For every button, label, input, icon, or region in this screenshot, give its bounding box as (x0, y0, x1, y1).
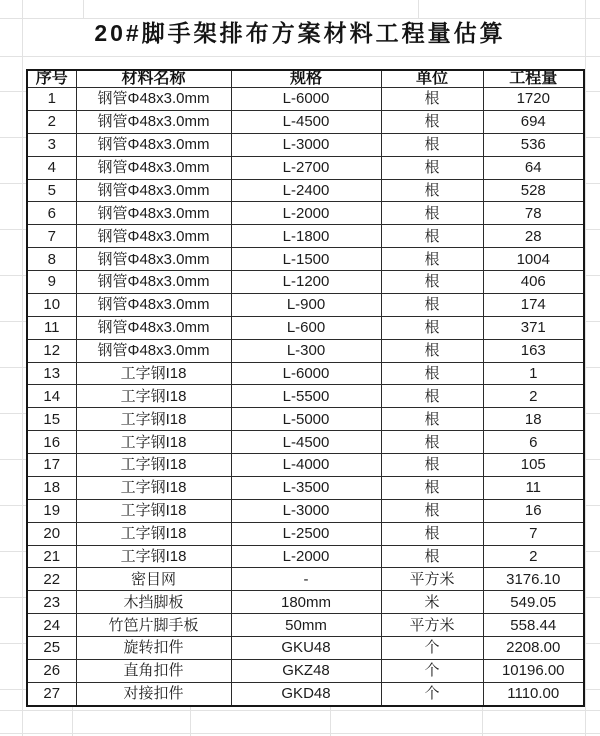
cell-material-name[interactable]: 钢管Φ48x3.0mm (76, 133, 231, 156)
cell-seq[interactable]: 22 (27, 568, 76, 591)
header-cell-spec[interactable]: 规格 (231, 70, 381, 88)
cell-seq[interactable]: 25 (27, 637, 76, 660)
gridline (583, 367, 600, 368)
cell-material-name[interactable]: 工字钢I18 (76, 522, 231, 545)
cell-quantity[interactable]: 2 (483, 545, 584, 568)
cell-seq[interactable]: 6 (27, 202, 76, 225)
gridline (583, 91, 600, 92)
cell-spec[interactable]: L-3000 (231, 133, 381, 156)
gridline (583, 413, 600, 414)
cell-seq[interactable]: 8 (27, 248, 76, 271)
gridline (0, 551, 26, 552)
gridline (583, 229, 600, 230)
cell-spec[interactable]: L-2000 (231, 545, 381, 568)
cell-unit[interactable]: 根 (381, 248, 483, 271)
cell-quantity[interactable]: 78 (483, 202, 584, 225)
cell-material-name[interactable]: 工字钢I18 (76, 408, 231, 431)
cell-spec[interactable]: - (231, 568, 381, 591)
gridline (0, 229, 26, 230)
cell-material-name[interactable]: 工字钢I18 (76, 362, 231, 385)
cell-quantity[interactable]: 371 (483, 316, 584, 339)
cell-quantity[interactable]: 64 (483, 156, 584, 179)
table-row (27, 362, 584, 385)
cell-material-name[interactable]: 竹笆片脚手板 (76, 614, 231, 637)
cell-quantity[interactable]: 2 (483, 385, 584, 408)
gridline (482, 707, 483, 736)
table-row (27, 568, 584, 591)
gridline (583, 643, 600, 644)
cell-material-name[interactable]: 钢管Φ48x3.0mm (76, 316, 231, 339)
cell-unit[interactable]: 根 (381, 454, 483, 477)
cell-quantity[interactable]: 1 (483, 362, 584, 385)
cell-spec[interactable]: L-3500 (231, 476, 381, 499)
gridline (585, 0, 586, 736)
gridline (0, 597, 26, 598)
cell-quantity[interactable]: 11 (483, 476, 584, 499)
gridline (583, 275, 600, 276)
cell-material-name[interactable]: 对接扣件 (76, 682, 231, 706)
cell-unit[interactable]: 根 (381, 293, 483, 316)
gridline (0, 689, 26, 690)
gridline (0, 643, 26, 644)
cell-quantity[interactable]: 6 (483, 431, 584, 454)
cell-seq[interactable]: 17 (27, 454, 76, 477)
cell-unit[interactable]: 个 (381, 682, 483, 706)
cell-material-name[interactable]: 工字钢I18 (76, 385, 231, 408)
cell-material-name[interactable]: 钢管Φ48x3.0mm (76, 293, 231, 316)
cell-material-name[interactable]: 钢管Φ48x3.0mm (76, 248, 231, 271)
cell-seq[interactable]: 24 (27, 614, 76, 637)
cell-spec[interactable]: L-5500 (231, 385, 381, 408)
gridline (0, 505, 26, 506)
cell-material-name[interactable]: 钢管Φ48x3.0mm (76, 88, 231, 111)
cell-unit[interactable]: 根 (381, 110, 483, 133)
table-row (27, 156, 584, 179)
sheet-title: 20#脚手架排布方案材料工程量估算 (94, 20, 506, 46)
cell-quantity[interactable]: 28 (483, 225, 584, 248)
cell-quantity[interactable]: 406 (483, 271, 584, 294)
table-row (27, 110, 584, 133)
cell-spec[interactable]: L-600 (231, 316, 381, 339)
gridline (583, 505, 600, 506)
cell-quantity[interactable]: 1720 (483, 88, 584, 111)
cell-quantity[interactable]: 3176.10 (483, 568, 584, 591)
table-row (27, 659, 584, 682)
cell-material-name[interactable]: 旋转扣件 (76, 637, 231, 660)
table-row (27, 179, 584, 202)
cell-quantity[interactable]: 163 (483, 339, 584, 362)
cell-unit[interactable]: 根 (381, 202, 483, 225)
gridline (583, 137, 600, 138)
cell-unit[interactable]: 根 (381, 431, 483, 454)
cell-seq[interactable]: 2 (27, 110, 76, 133)
table-row (27, 88, 584, 111)
cell-seq[interactable]: 27 (27, 682, 76, 706)
cell-spec[interactable]: L-1800 (231, 225, 381, 248)
cell-unit[interactable]: 根 (381, 362, 483, 385)
cell-material-name[interactable]: 钢管Φ48x3.0mm (76, 202, 231, 225)
cell-seq[interactable]: 13 (27, 362, 76, 385)
gridline (190, 707, 191, 736)
cell-unit[interactable]: 根 (381, 88, 483, 111)
cell-seq[interactable]: 26 (27, 659, 76, 682)
cell-seq[interactable]: 7 (27, 225, 76, 248)
cell-material-name[interactable]: 钢管Φ48x3.0mm (76, 179, 231, 202)
cell-unit[interactable]: 个 (381, 659, 483, 682)
cell-quantity[interactable]: 174 (483, 293, 584, 316)
table-row (27, 408, 584, 431)
gridline (0, 367, 26, 368)
table-body (27, 88, 584, 707)
materials-table (26, 69, 585, 707)
table-row (27, 476, 584, 499)
header-row (27, 70, 584, 88)
header-cell-name[interactable]: 材料名称 (76, 70, 231, 88)
cell-seq[interactable]: 4 (27, 156, 76, 179)
gridline (0, 56, 600, 57)
gridline (583, 597, 600, 598)
cell-unit[interactable]: 根 (381, 385, 483, 408)
cell-material-name[interactable]: 钢管Φ48x3.0mm (76, 110, 231, 133)
table-row (27, 293, 584, 316)
table-row (27, 637, 584, 660)
cell-quantity[interactable]: 10196.00 (483, 659, 584, 682)
table-row (27, 545, 584, 568)
cell-material-name[interactable]: 钢管Φ48x3.0mm (76, 271, 231, 294)
table-row (27, 682, 584, 706)
cell-unit[interactable]: 根 (381, 225, 483, 248)
cell-seq[interactable]: 10 (27, 293, 76, 316)
table-row (27, 522, 584, 545)
cell-spec[interactable]: L-2500 (231, 522, 381, 545)
cell-spec[interactable]: L-1200 (231, 271, 381, 294)
table-row (27, 316, 584, 339)
header-cell-qty[interactable]: 工程量 (483, 70, 584, 88)
cell-unit[interactable]: 根 (381, 133, 483, 156)
cell-quantity[interactable]: 1110.00 (483, 682, 584, 706)
cell-spec[interactable]: L-2000 (231, 202, 381, 225)
cell-spec[interactable]: L-4500 (231, 110, 381, 133)
cell-material-name[interactable]: 钢管Φ48x3.0mm (76, 156, 231, 179)
cell-quantity[interactable]: 105 (483, 454, 584, 477)
cell-seq[interactable]: 12 (27, 339, 76, 362)
cell-material-name[interactable]: 工字钢I18 (76, 476, 231, 499)
gridline (583, 459, 600, 460)
cell-quantity[interactable]: 694 (483, 110, 584, 133)
cell-unit[interactable]: 根 (381, 499, 483, 522)
table-row (27, 339, 584, 362)
cell-unit[interactable]: 根 (381, 316, 483, 339)
cell-seq[interactable]: 1 (27, 88, 76, 111)
cell-material-name[interactable]: 工字钢I18 (76, 499, 231, 522)
table-row (27, 591, 584, 614)
cell-spec[interactable]: 50mm (231, 614, 381, 637)
cell-quantity[interactable]: 16 (483, 499, 584, 522)
gridline (72, 707, 73, 736)
cell-seq[interactable]: 11 (27, 316, 76, 339)
gridline (583, 183, 600, 184)
cell-seq[interactable]: 9 (27, 271, 76, 294)
gridline (0, 710, 600, 711)
cell-quantity[interactable]: 558.44 (483, 614, 584, 637)
cell-unit[interactable]: 根 (381, 179, 483, 202)
cell-quantity[interactable]: 18 (483, 408, 584, 431)
cell-spec[interactable]: L-4500 (231, 431, 381, 454)
cell-seq[interactable]: 18 (27, 476, 76, 499)
cell-material-name[interactable]: 钢管Φ48x3.0mm (76, 225, 231, 248)
cell-spec[interactable]: GKU48 (231, 637, 381, 660)
gridline (583, 321, 600, 322)
cell-unit[interactable]: 根 (381, 476, 483, 499)
table-row (27, 454, 584, 477)
cell-spec[interactable]: GKZ48 (231, 659, 381, 682)
cell-unit[interactable]: 根 (381, 522, 483, 545)
cell-unit[interactable]: 根 (381, 271, 483, 294)
table-row (27, 499, 584, 522)
cell-seq[interactable]: 21 (27, 545, 76, 568)
cell-material-name[interactable]: 木挡脚板 (76, 591, 231, 614)
cell-material-name[interactable]: 密目网 (76, 568, 231, 591)
cell-unit[interactable]: 个 (381, 637, 483, 660)
table-row (27, 133, 584, 156)
gridline (0, 733, 600, 734)
cell-seq[interactable]: 15 (27, 408, 76, 431)
header-cell-seq[interactable]: 序号 (27, 70, 76, 88)
header-cell-unit[interactable]: 单位 (381, 70, 483, 88)
cell-unit[interactable]: 根 (381, 339, 483, 362)
cell-seq[interactable]: 3 (27, 133, 76, 156)
gridline (0, 91, 26, 92)
cell-spec[interactable]: L-1500 (231, 248, 381, 271)
table-row (27, 614, 584, 637)
cell-unit[interactable]: 根 (381, 156, 483, 179)
cell-spec[interactable]: L-6000 (231, 88, 381, 111)
cell-unit[interactable]: 根 (381, 545, 483, 568)
cell-unit[interactable]: 平方米 (381, 568, 483, 591)
cell-quantity[interactable]: 536 (483, 133, 584, 156)
cell-spec[interactable]: L-3000 (231, 499, 381, 522)
cell-spec[interactable]: L-6000 (231, 362, 381, 385)
cell-spec[interactable]: L-2700 (231, 156, 381, 179)
cell-seq[interactable]: 20 (27, 522, 76, 545)
cell-spec[interactable]: GKD48 (231, 682, 381, 706)
table-row (27, 431, 584, 454)
cell-spec[interactable]: L-300 (231, 339, 381, 362)
table-row (27, 248, 584, 271)
gridline (22, 0, 23, 736)
table-row (27, 225, 584, 248)
table-row (27, 271, 584, 294)
cell-spec[interactable]: L-4000 (231, 454, 381, 477)
cell-quantity[interactable]: 2208.00 (483, 637, 584, 660)
gridline (0, 321, 26, 322)
cell-seq[interactable]: 5 (27, 179, 76, 202)
cell-spec[interactable]: L-900 (231, 293, 381, 316)
cell-material-name[interactable]: 钢管Φ48x3.0mm (76, 339, 231, 362)
cell-seq[interactable]: 23 (27, 591, 76, 614)
cell-unit[interactable]: 根 (381, 408, 483, 431)
gridline (0, 413, 26, 414)
cell-unit[interactable]: 米 (381, 591, 483, 614)
gridline (0, 183, 26, 184)
cell-seq[interactable]: 16 (27, 431, 76, 454)
gridline (0, 275, 26, 276)
cell-material-name[interactable]: 直角扣件 (76, 659, 231, 682)
gridline (583, 689, 600, 690)
cell-quantity[interactable]: 7 (483, 522, 584, 545)
cell-spec[interactable]: L-2400 (231, 179, 381, 202)
table-row (27, 202, 584, 225)
cell-spec[interactable]: L-5000 (231, 408, 381, 431)
cell-material-name[interactable]: 工字钢I18 (76, 545, 231, 568)
cell-quantity[interactable]: 549.05 (483, 591, 584, 614)
gridline (330, 707, 331, 736)
gridline (0, 137, 26, 138)
gridline (0, 459, 26, 460)
gridline (583, 551, 600, 552)
cell-spec[interactable]: 180mm (231, 591, 381, 614)
cell-quantity[interactable]: 528 (483, 179, 584, 202)
cell-seq[interactable]: 14 (27, 385, 76, 408)
table-row (27, 385, 584, 408)
cell-quantity[interactable]: 1004 (483, 248, 584, 271)
cell-material-name[interactable]: 工字钢I18 (76, 454, 231, 477)
cell-unit[interactable]: 平方米 (381, 614, 483, 637)
cell-seq[interactable]: 19 (27, 499, 76, 522)
cell-material-name[interactable]: 工字钢I18 (76, 431, 231, 454)
